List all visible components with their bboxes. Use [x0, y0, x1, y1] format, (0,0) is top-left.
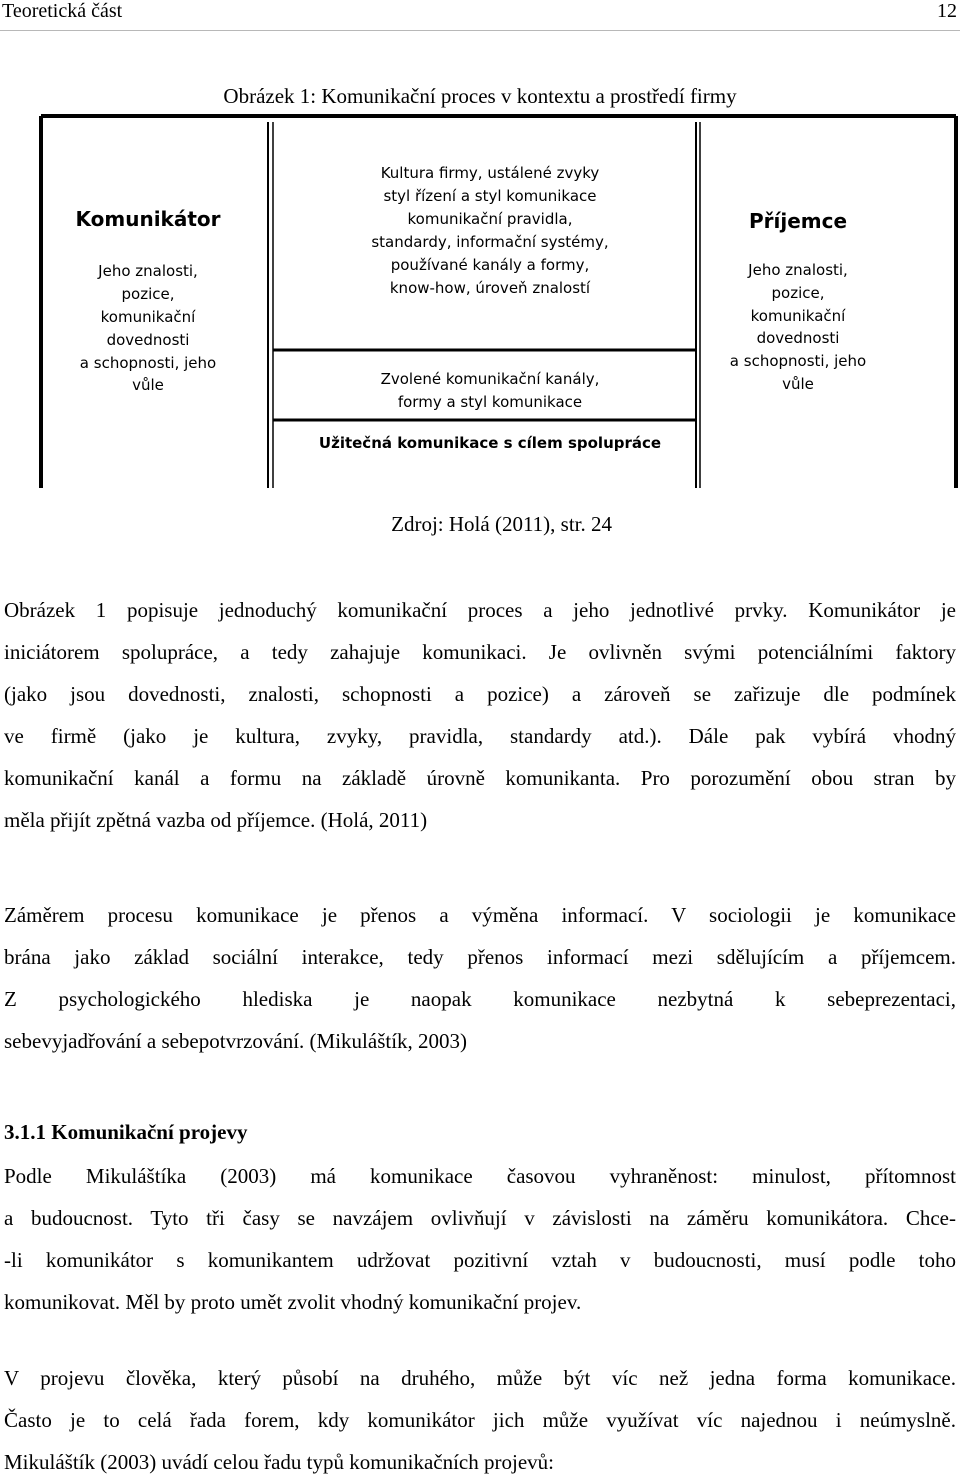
paragraph	[4, 1155, 956, 1323]
text-line: Obrázek 1 popisuje jednoduchý komunikační proces a jeho jednotlivé prvky. Komunikátor je	[4, 598, 956, 622]
center-line: používané kanály a formy,	[390, 256, 590, 274]
text-line: komunikační kanál a formu na základě úrovně komunikanta. Pro porozumění obou stran by	[4, 766, 956, 790]
paragraph	[4, 1357, 956, 1483]
figure-source: Zdroj: Holá (2011), str. 24	[391, 512, 612, 536]
header-rule	[0, 30, 960, 31]
bottom-label: Užitečná komunikace s cílem spolupráce	[318, 434, 662, 452]
left-line: komunikační	[100, 308, 196, 326]
paragraph	[4, 894, 956, 1062]
right-line: pozice,	[771, 284, 825, 302]
center-line: komunikační pravidla,	[407, 210, 573, 228]
center-line: standardy, informační systémy,	[371, 233, 609, 251]
left-line: vůle	[132, 376, 164, 394]
text-line: a budoucnost. Tyto tři časy se navzájem ovlivňují v závislosti na záměru komunikátora. Chce-	[4, 1206, 956, 1230]
text-line: Mikuláštík (2003) uvádí celou řadu typů komunikačních projevů:	[4, 1450, 554, 1474]
center-line: styl řízení a styl komunikace	[383, 187, 597, 205]
right-line: a schopnosti, jeho	[729, 352, 867, 370]
text-line: měla přijít zpětná vazba od příjemce. (Holá, 2011)	[4, 808, 428, 832]
figure-caption: Obrázek 1: Komunikační proces v kontextu a prostředí firmy	[223, 84, 737, 108]
communication-process-diagram	[38, 112, 958, 492]
text-line: -li komunikátor s komunikantem udržovat pozitivní vztah v budoucnosti, musí podle toho	[4, 1248, 956, 1272]
left-line: dovednosti	[106, 331, 190, 349]
center-bottom-line: Zvolené komunikační kanály,	[380, 370, 600, 388]
text-line: Záměrem procesu komunikace je přenos a výměna informací. V sociologii je komunikace	[4, 903, 956, 927]
left-title: Komunikátor	[75, 207, 221, 231]
section-heading: 3.1.1 Komunikační projevy	[4, 1120, 248, 1144]
center-line: Kultura firmy, ustálené zvyky	[380, 164, 600, 182]
text-line: brána jako základ sociální interakce, tedy přenos informací mezi sdělujícím a příjemcem.	[4, 945, 956, 969]
center-bottom-line: formy a styl komunikace	[397, 393, 583, 411]
right-line: vůle	[782, 375, 814, 393]
right-line: Jeho znalosti,	[748, 261, 848, 279]
left-line: a schopnosti, jeho	[79, 354, 217, 372]
text-line: iniciátorem spolupráce, a tedy zahajuje komunikaci. Je ovlivněn svými potenciálními faktory	[4, 640, 956, 664]
page-number: 12	[937, 0, 957, 22]
text-line: sebevyjadřování a sebepotvrzování. (Mikuláštík, 2003)	[4, 1029, 468, 1053]
left-line: Jeho znalosti,	[98, 262, 198, 280]
text-line: ve firmě (jako je kultura, zvyky, pravidla, standardy atd.). Dále pak vybírá vhodný	[4, 724, 956, 748]
text-line: Často je to celá řada forem, kdy komunikátor jich může využívat víc najednou i neúmyslně.	[4, 1408, 956, 1432]
paragraph	[4, 589, 956, 841]
running-header-section: Teoretická část	[2, 0, 123, 22]
right-title: Příjemce	[748, 209, 848, 233]
right-line: dovednosti	[756, 329, 840, 347]
text-line: komunikovat. Měl by proto umět zvolit vhodný komunikační projev.	[4, 1290, 582, 1314]
text-line: (jako jsou dovednosti, znalosti, schopnosti a pozice) a zároveň se zařizuje dle podmínek	[4, 682, 956, 706]
text-line: Z psychologického hlediska je naopak komunikace nezbytná k sebeprezentaci,	[4, 987, 956, 1011]
text-line: Podle Mikuláštíka (2003) má komunikace časovou vyhraněnost: minulost, přítomnost	[4, 1164, 956, 1188]
text-line: V projevu člověka, který působí na druhého, může být víc než jedna forma komunikace.	[4, 1366, 956, 1390]
center-line: know-how, úroveň znalostí	[389, 279, 591, 297]
left-line: pozice,	[121, 285, 175, 303]
right-line: komunikační	[750, 307, 846, 325]
